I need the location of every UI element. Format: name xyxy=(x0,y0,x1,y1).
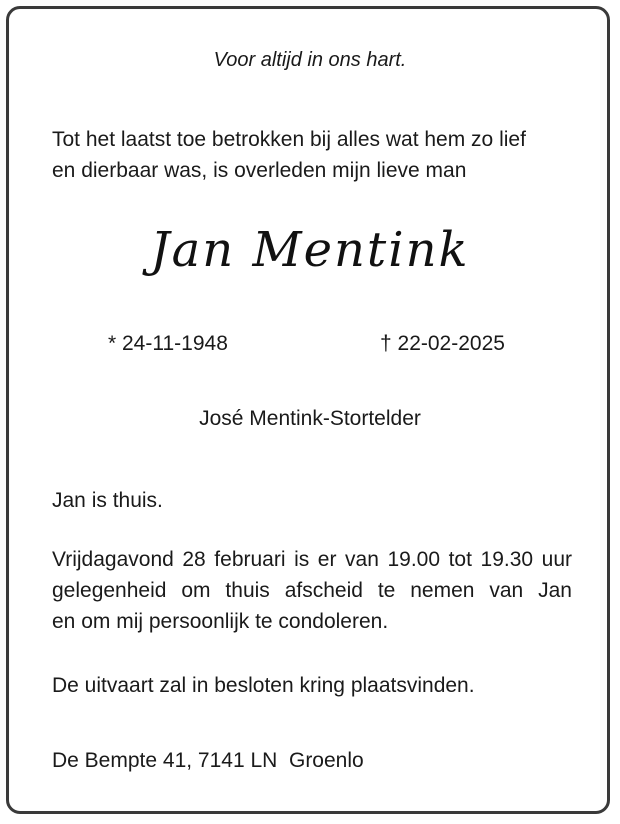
birth-date: * 24-11-1948 xyxy=(108,332,228,355)
death-date: † 22-02-2025 xyxy=(380,332,505,355)
spouse-name: José Mentink-Stortelder xyxy=(199,407,421,430)
visitation-text xyxy=(52,544,572,637)
intro-line: Tot het laatst toe betrokken bij alles wat hem zo lief xyxy=(52,128,526,151)
intro-text xyxy=(52,124,572,186)
home-note: Jan is thuis. xyxy=(52,489,163,512)
motto: Voor altijd in ons hart. xyxy=(213,49,407,71)
visitation-line: Vrijdagavond 28 februari is er van 19.00 tot 19.30 uur xyxy=(52,548,572,571)
intro-line: en dierbaar was, is overleden mijn lieve man xyxy=(52,159,467,182)
visitation-line: en om mij persoonlijk te condoleren. xyxy=(52,610,389,633)
deceased-name: Jan Mentink xyxy=(150,222,470,278)
address: De Bempte 41, 7141 LN Groenlo xyxy=(52,749,364,772)
funeral-note: De uitvaart zal in besloten kring plaatsvinden. xyxy=(52,674,475,697)
visitation-line: gelegenheid om thuis afscheid te nemen van Jan xyxy=(52,579,572,602)
